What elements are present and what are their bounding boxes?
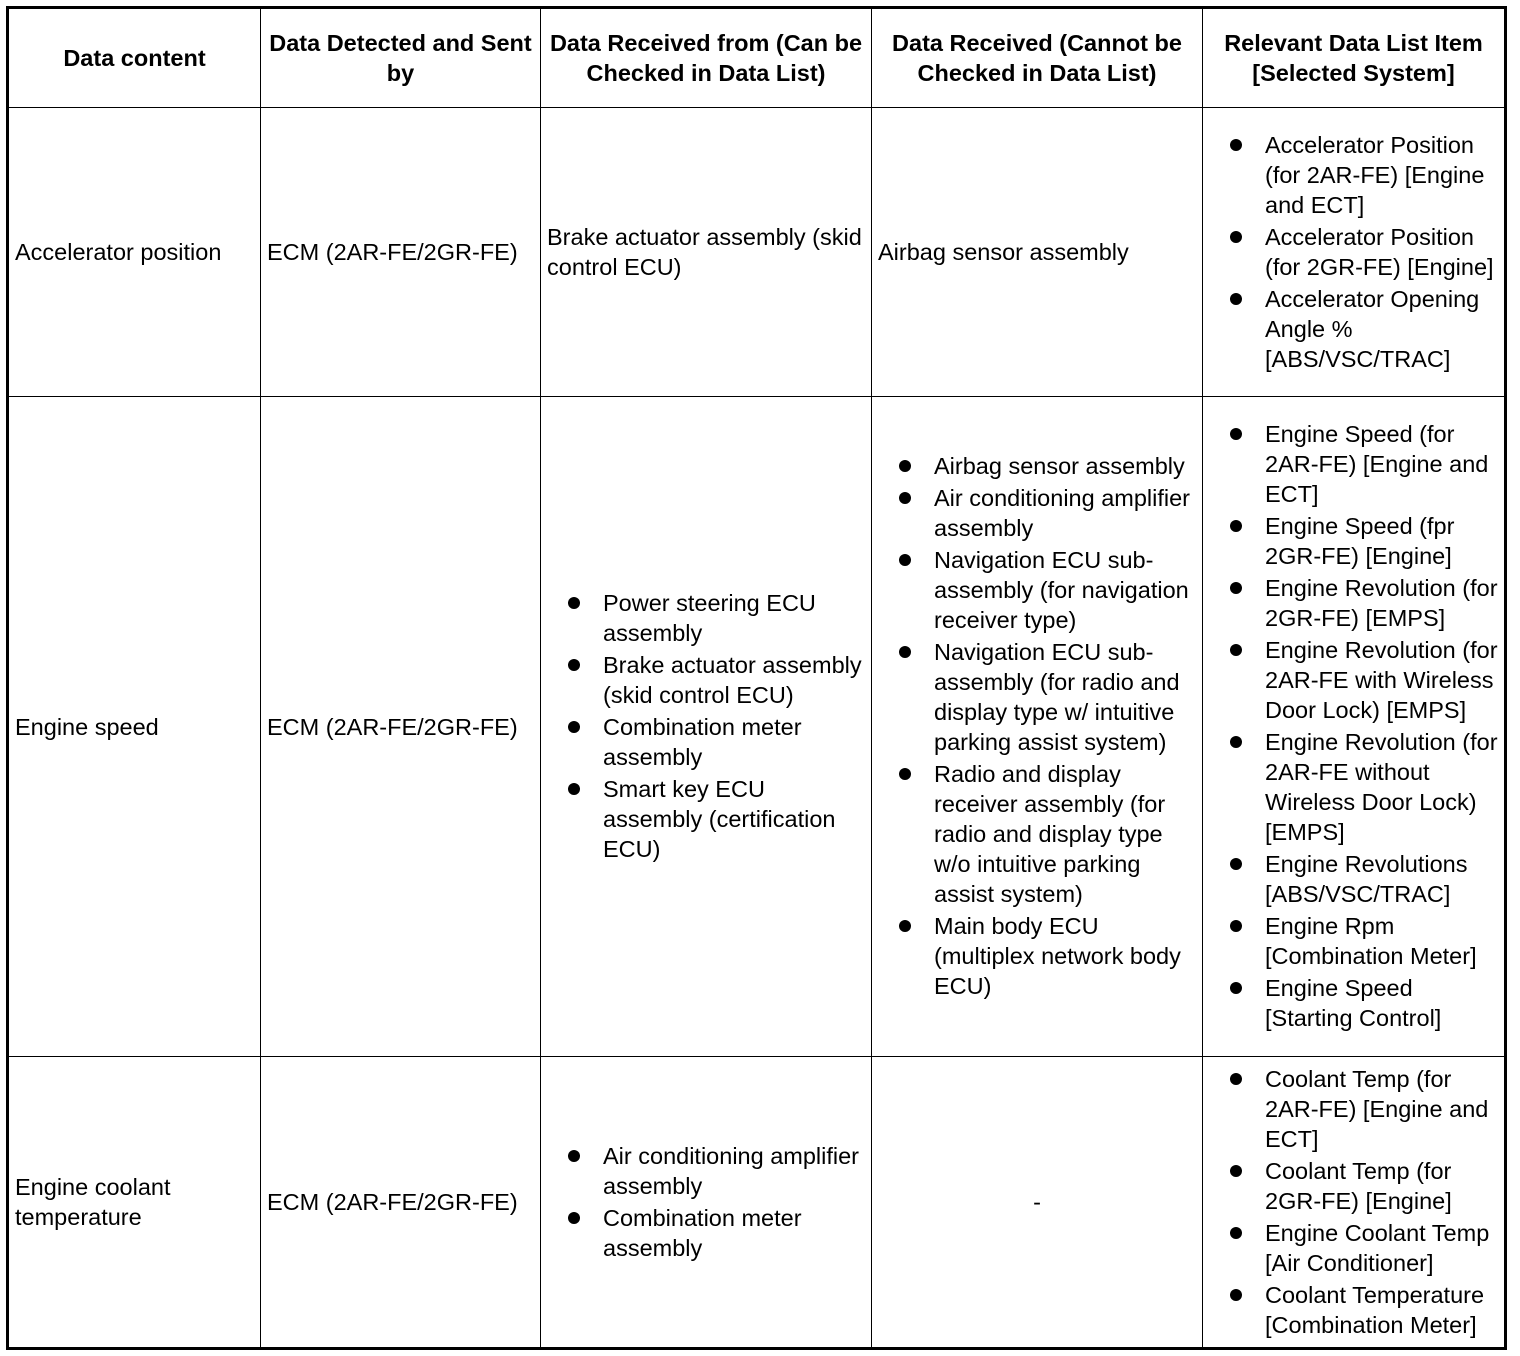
- list-item: Engine Speed (for 2AR-FE) [Engine and ECT]: [1227, 419, 1498, 509]
- bullet-icon: [1230, 736, 1242, 748]
- relevant-items-list: [1227, 130, 1498, 374]
- cell-received-checkable: [541, 1057, 872, 1349]
- bullet-icon: [568, 1150, 580, 1162]
- list-item: Brake actuator assembly (skid control ECU): [565, 650, 865, 710]
- list-item: Power steering ECU assembly: [565, 588, 865, 648]
- bullet-icon: [1230, 1289, 1242, 1301]
- bullet-icon: [1230, 231, 1242, 243]
- list-item: Accelerator Opening Angle % [ABS/VSC/TRAC]: [1227, 284, 1498, 374]
- cell-relevant-items: [1203, 397, 1506, 1057]
- bullet-icon: [1230, 293, 1242, 305]
- data-table-document: [6, 6, 1507, 1350]
- cell-data-content: Engine coolant temperature: [8, 1057, 261, 1349]
- list-item: Air conditioning amplifier assembly: [896, 483, 1196, 543]
- cell-relevant-items: [1203, 108, 1506, 397]
- cell-received-not-checkable: [872, 397, 1203, 1057]
- list-item: Engine Revolution (for 2AR-FE without Wireless Door Lock) [EMPS]: [1227, 727, 1498, 847]
- list-item: Navigation ECU sub-assembly (for radio and display type w/ intuitive parking assist system): [896, 637, 1196, 757]
- cell-received-checkable: Brake actuator assembly (skid control ECU): [541, 108, 872, 397]
- bullet-icon: [899, 460, 911, 472]
- cell-data-content: Engine speed: [8, 397, 261, 1057]
- bullet-icon: [1230, 858, 1242, 870]
- bullet-icon: [568, 1212, 580, 1224]
- received-checkable-list: [565, 588, 865, 864]
- bullet-icon: [1230, 644, 1242, 656]
- cell-received-not-checkable: -: [872, 1057, 1203, 1349]
- cell-sender: ECM (2AR-FE/2GR-FE): [261, 1057, 541, 1349]
- bullet-icon: [899, 492, 911, 504]
- cell-data-content: Accelerator position: [8, 108, 261, 397]
- list-item: Engine Rpm [Combination Meter]: [1227, 911, 1498, 971]
- bullet-icon: [899, 920, 911, 932]
- bullet-icon: [568, 597, 580, 609]
- header-received-not-checkable: Data Received (Cannot be Checked in Data List): [872, 8, 1203, 108]
- list-item: Radio and display receiver assembly (for radio and display type w/o intuitive parking assist system): [896, 759, 1196, 909]
- bullet-icon: [1230, 428, 1242, 440]
- bullet-icon: [568, 659, 580, 671]
- bullet-icon: [568, 721, 580, 733]
- header-data-content: Data content: [8, 8, 261, 108]
- received-checkable-list: [565, 1141, 865, 1263]
- list-item: Engine Revolution (for 2AR-FE with Wireless Door Lock) [EMPS]: [1227, 635, 1498, 725]
- header-received-checkable: Data Received from (Can be Checked in Data List): [541, 8, 872, 108]
- header-relevant-data-list-item: Relevant Data List Item [Selected System]: [1203, 8, 1506, 108]
- bullet-icon: [1230, 520, 1242, 532]
- bullet-icon: [1230, 1165, 1242, 1177]
- bullet-icon: [1230, 1073, 1242, 1085]
- bullet-icon: [1230, 982, 1242, 994]
- cell-sender: ECM (2AR-FE/2GR-FE): [261, 108, 541, 397]
- bullet-icon: [1230, 1227, 1242, 1239]
- list-item: Engine Coolant Temp [Air Conditioner]: [1227, 1218, 1498, 1278]
- list-item: Accelerator Position (for 2GR-FE) [Engine]: [1227, 222, 1498, 282]
- list-item: Engine Speed [Starting Control]: [1227, 973, 1498, 1033]
- bullet-icon: [899, 554, 911, 566]
- table-row: [8, 1057, 1506, 1349]
- list-item: Combination meter assembly: [565, 712, 865, 772]
- list-item: Engine Speed (fpr 2GR-FE) [Engine]: [1227, 511, 1498, 571]
- list-item: Combination meter assembly: [565, 1203, 865, 1263]
- list-item: Coolant Temp (for 2GR-FE) [Engine]: [1227, 1156, 1498, 1216]
- bullet-icon: [1230, 920, 1242, 932]
- bullet-icon: [1230, 139, 1242, 151]
- bullet-icon: [899, 646, 911, 658]
- cell-received-not-checkable: Airbag sensor assembly: [872, 108, 1203, 397]
- cell-received-checkable: [541, 397, 872, 1057]
- cell-relevant-items: [1203, 1057, 1506, 1349]
- list-item: Navigation ECU sub-assembly (for navigation receiver type): [896, 545, 1196, 635]
- cell-sender: ECM (2AR-FE/2GR-FE): [261, 397, 541, 1057]
- list-item: Airbag sensor assembly: [896, 451, 1196, 481]
- header-detected-sent-by: Data Detected and Sent by: [261, 8, 541, 108]
- list-item: Coolant Temperature [Combination Meter]: [1227, 1280, 1498, 1340]
- list-item: Air conditioning amplifier assembly: [565, 1141, 865, 1201]
- list-item: Coolant Temp (for 2AR-FE) [Engine and ECT]: [1227, 1064, 1498, 1154]
- list-item: Engine Revolutions [ABS/VSC/TRAC]: [1227, 849, 1498, 909]
- list-item: Smart key ECU assembly (certification ECU): [565, 774, 865, 864]
- bullet-icon: [1230, 582, 1242, 594]
- relevant-items-list: [1227, 1064, 1498, 1340]
- bullet-icon: [899, 768, 911, 780]
- relevant-items-list: [1227, 419, 1498, 1033]
- list-item: Main body ECU (multiplex network body ECU): [896, 911, 1196, 1001]
- bullet-icon: [568, 783, 580, 795]
- list-item: Accelerator Position (for 2AR-FE) [Engine and ECT]: [1227, 130, 1498, 220]
- received-not-checkable-list: [896, 451, 1196, 1001]
- table-row: [8, 108, 1506, 397]
- list-item: Engine Revolution (for 2GR-FE) [EMPS]: [1227, 573, 1498, 633]
- can-data-table: [6, 6, 1507, 1350]
- header-row: [8, 8, 1506, 108]
- table-row: [8, 397, 1506, 1057]
